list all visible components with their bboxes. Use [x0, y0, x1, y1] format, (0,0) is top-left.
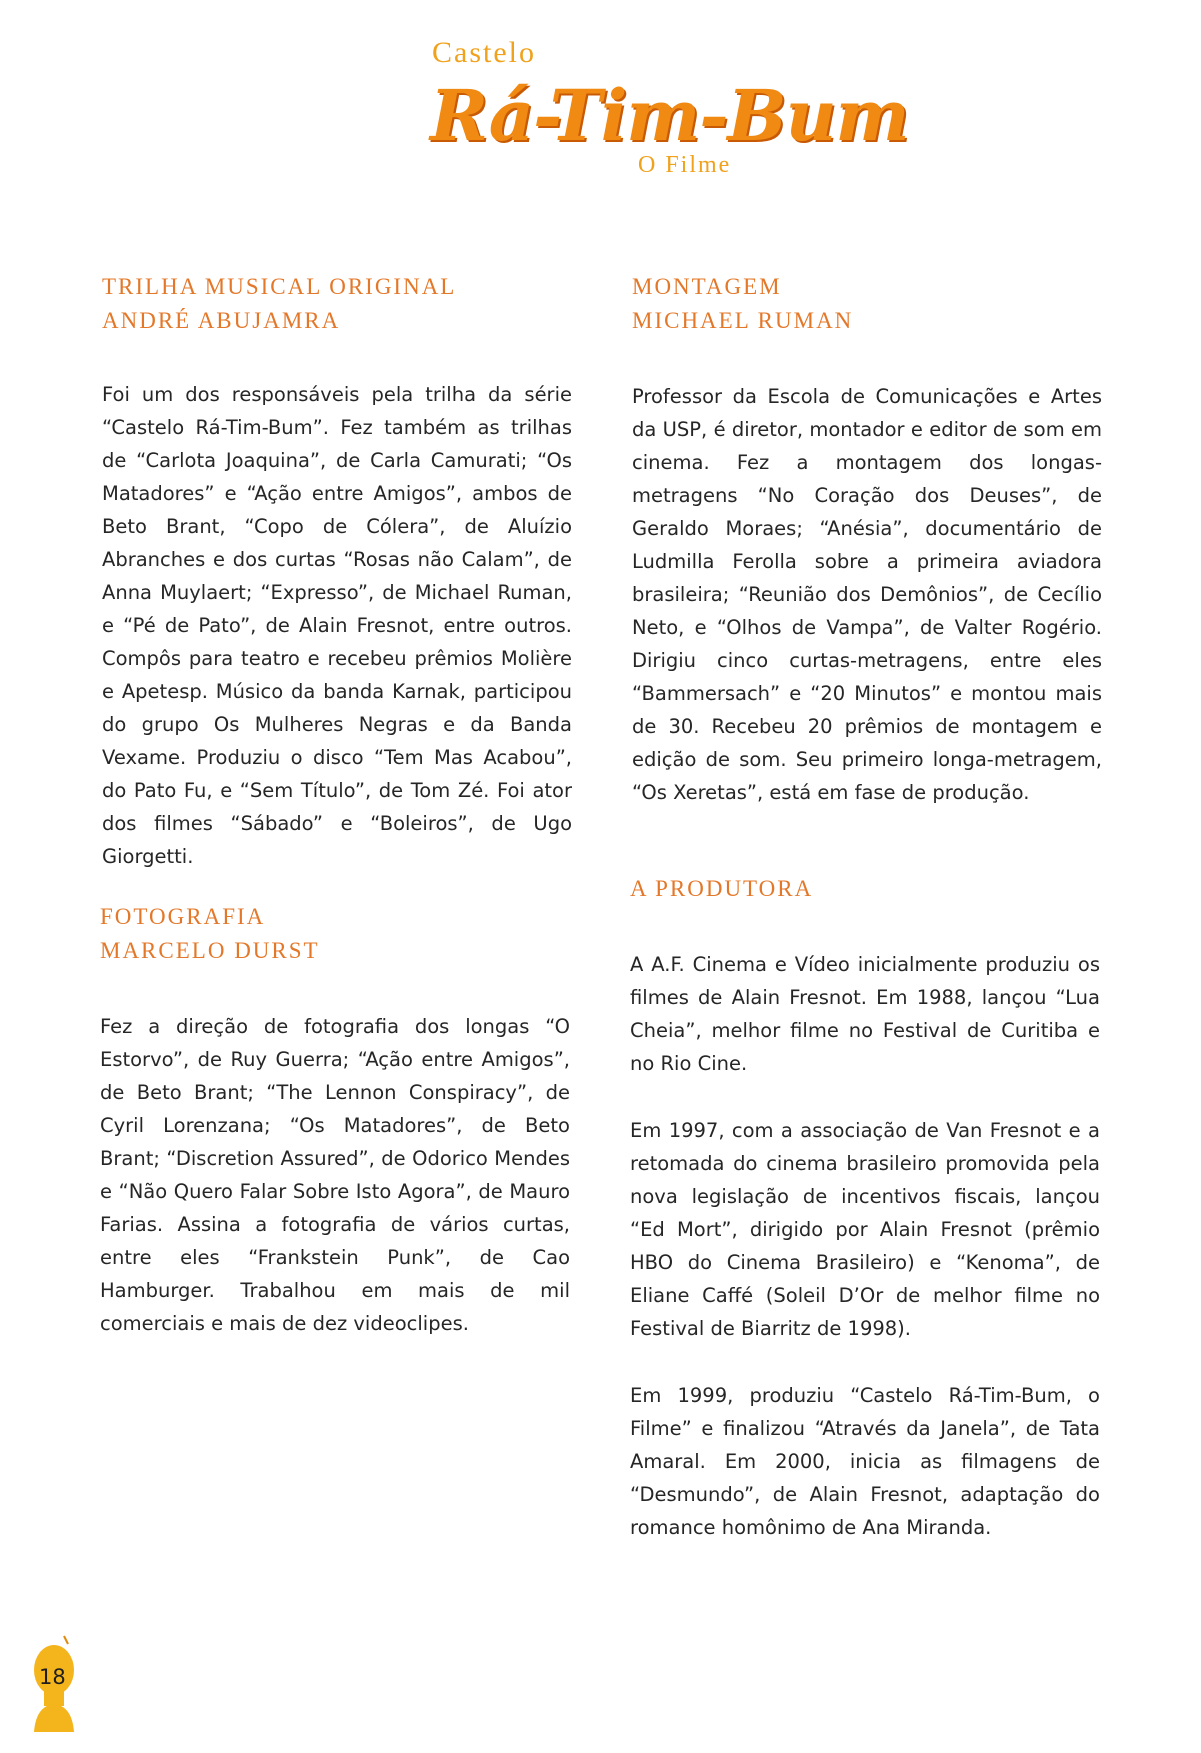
section-person-name: ANDRÉ ABUJAMRA [102, 308, 341, 333]
logo-title-text: Rá-Tim-Bum [430, 74, 909, 157]
page-number-badge [30, 1632, 80, 1732]
section-person-name: MARCELO DURST [100, 938, 320, 963]
logo-castelo-text: Castelo [432, 36, 536, 69]
section-body-text: Fez a direção de fotografia dos longas “O Estorvo”, de Ruy Guerra; “Ação entre Amigos”, de Beto Brant; “The Lennon Conspiracy”, de Cyril Lorenzana; “Os Matadores”, de Beto Brant; “Discretion Assured”, de Odorico Mendes e “Não Quero Falar Sobre Isto Agora”, de Mauro Farias. Assina a fotografia de vários curtas, entre eles “Frankstein Punk”, de Cao Hamburger. Trabalhou em mais de mil comerciais e mais de dez videoclipes. [100, 1015, 570, 1335]
paragraph: Em 1999, produziu “Castelo Rá-Tim-Bum, o Filme” e finalizou “Através da Janela”, de Tata Amaral. Em 2000, inicia as filmagens de “Desmundo”, de Alain Fresnot, adaptação do romance homônimo de Ana Miranda. [630, 1384, 1100, 1539]
paragraph: Em 1997, com a associação de Van Fresnot e a retomada do cinema brasileiro promovida pela nova legislação de incentivos fiscais, lançou “Ed Mort”, dirigido por Alain Fresnot (prêmio HBO do Cinema Brasileiro) e “Kenoma”, de Eliane Caffé (Soleil D’Or de melhor filme no Festival de Biarritz de 1998). [630, 1119, 1100, 1340]
page-number: 18 [39, 1665, 66, 1689]
paragraph: A A.F. Cinema e Vídeo inicialmente produziu os filmes de Alain Fresnot. Em 1988, lançou “Lua Cheia”, melhor filme no Festival de Curitiba e no Rio Cine. [630, 953, 1100, 1075]
section-trilha-musical [102, 270, 572, 873]
section-produtora [630, 872, 1100, 1544]
section-heading: TRILHA MUSICAL ORIGINAL [102, 274, 457, 299]
section-heading: MONTAGEM [632, 274, 782, 299]
section-heading: FOTOGRAFIA [100, 904, 266, 929]
section-fotografia [100, 900, 570, 1340]
section-body-text: Foi um dos responsáveis pela trilha da série “Castelo Rá-Tim-Bum”. Fez também as trilhas de “Carlota Joaquina”, de Carla Camurati; “Os Matadores” e “Ação entre Amigos”, ambos de Beto Brant, “Copo de Cólera”, de Aluízio Abranches e dos curtas “Rosas não Calam”, de Anna Muylaert; “Expresso”, de Michael Ruman, e “Pé de Pato”, de Alain Fresnot, entre outros. Compôs para teatro e recebeu prêmios Molière e Apetesp. Músico da banda Karnak, participou do grupo Os Mulheres Negras e da Banda Vexame. Produziu o disco “Tem Mas Acabou”, do Pato Fu, e “Sem Título”, de Tom Zé. Foi ator dos filmes “Sábado” e “Boleiros”, de Ugo Giorgetti. [102, 383, 572, 868]
castelo-ra-tim-bum-logo [0, 30, 1201, 200]
section-montagem [632, 270, 1102, 809]
section-person-name: MICHAEL RUMAN [632, 308, 854, 333]
logo-subtitle-text: O Filme [638, 152, 732, 178]
section-body-text: Professor da Escola de Comunicações e Artes da USP, é diretor, montador e editor de som em cinema. Fez a montagem dos longas-metragens “No Coração dos Deuses”, de Geraldo Moraes; “Anésia”, documentário de Ludmilla Ferolla sobre a primeira aviadora brasileira; “Reunião dos Demônios”, de Cecílio Neto, e “Olhos de Vampa”, de Valter Rogério. Dirigiu cinco curtas-metragens, entre eles “Bammersach” e “20 Minutos” e montou mais de 30. Recebeu 20 prêmios de montagem e edição de som. Seu primeiro longa-metragem, “Os Xeretas”, está em fase de produção. [632, 385, 1102, 804]
section-heading: A PRODUTORA [630, 876, 814, 901]
